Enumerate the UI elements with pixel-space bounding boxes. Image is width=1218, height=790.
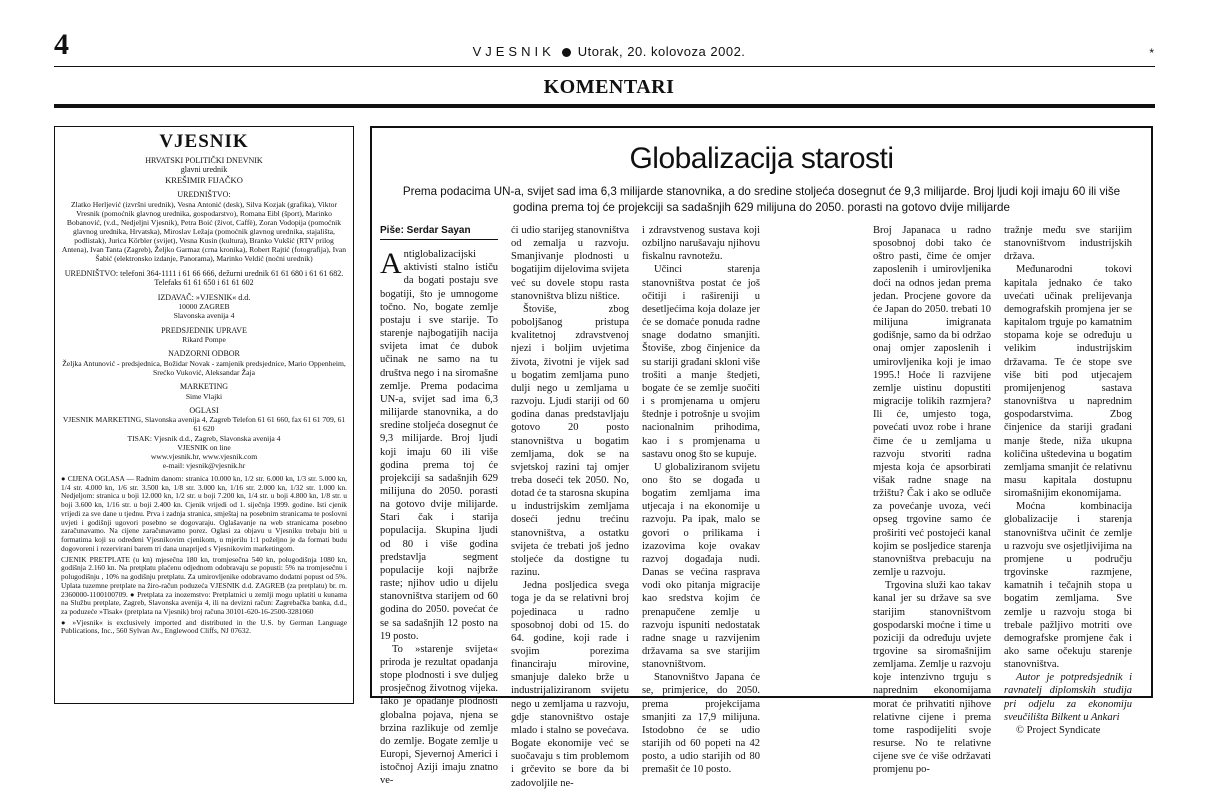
supervisory-head: NADZORNI ODBOR — [168, 349, 240, 359]
editor-name: KREŠIMIR FIJAČKO — [165, 174, 243, 185]
masthead-subtitle: HRVATSKI POLITIČKI DNEVNIK — [145, 155, 263, 165]
supervisory-text: Željka Antunović - predsjednica, Božidar Novak - zamjenik predsjednice, Mario Oppenheim, Srećko Vuković, Aleksandar Žaja — [62, 358, 346, 377]
article-column-5 — [1004, 224, 1132, 737]
marketing-name: Sime Vlajki — [185, 391, 223, 401]
ads-text: VJESNIK MARKETING, Slavonska avenija 4, Zagreb Telefon 61 61 660, fax 61 61 709, 61 61 620 — [62, 415, 346, 434]
article-column-1 — [380, 224, 498, 788]
page-header — [0, 44, 1218, 59]
editors-head: UREDNIŠTVO: — [177, 190, 231, 200]
article-paragraph: To »starenje svijeta« priroda je rezultat opadanja stope plodnosti i sve duljeg prosječnog životnog vijeka. Iako je opadanje plodnosti globalna pojava, njena se brzina razlikuje od zemlje do zemlje. Bogate zemlje u Europi, Sjevernoj Americi i istočnoj Aziji imaju znatno ve- — [380, 643, 498, 787]
byline: Piše: Serdar Sayan — [380, 224, 498, 240]
publisher-city: 10000 ZAGREB — [178, 302, 230, 312]
article-box — [370, 126, 1153, 789]
online-head: VJESNIK on line — [177, 442, 231, 452]
board-head: PREDSJEDNIK UPRAVE — [161, 325, 247, 335]
article-paragraph: i zdravstvenog sustava koji ozbiljno narušavaju njihovu fiskalnu ravnotežu. — [642, 225, 760, 263]
issue-date: Utorak, 20. kolovoza 2002. — [577, 44, 746, 59]
article-paragraph: Štoviše, zbog poboljšanog pristupa kvalitetnoj zdravstvenoj njezi i boljim uvjetima života, životni je vijek sad u bogatim zemljama puno dulji nego u zemljama u razvoju. Ljudi stariji od 60 godina danas predstavljaju gotovo 20 posto stanovništva u bogatim zemljama, dok se na svjetskoj razini taj omjer treba doseći tek 2050. No, dotad će ta starosna skupina u industrijskim zemljama doseći jednu trećinu stanovništva, a ostatku svijeta će trebati još jedno stoljeće da dostigne tu razinu. — [511, 303, 629, 579]
paragraph-text: ntiglobalizacijski aktivisti stalno ističu da bogati postaju sve bogatiji, što je umnogome točno. No, bogate zemlje postaju i sve starije. To starenje najbogatijih nacija svijeta imat će dubok učinak ne samo na tu društva nego i na siromašne zemlje. Prema podacima UN-a, svijet sad ima 6,3 milijarde stanovnika, a do sredine stoljeća dosegnut će 9,3 milijarde. Broj ljudi koji imaju 60 ili više godina prema toj će projekciji sa sadašnjih 629 milijuna do 2050. porasti na gotovo dvije milijarde. Stari čak i starija populacija. Skupina ljudi od 80 i više godina predstavlja segment populacije koji najbrže raste; njihov udio u dijelu stanovništva starijem od 60 godina do 2050. povećat će se sa sadašnjih 12 posto na 19 posto. — [380, 249, 498, 642]
article-column-3 — [642, 224, 760, 777]
bullet-icon — [562, 48, 571, 57]
article-paragraph: Trgovina služi kao takav kanal jer su države sa sve starijim stanovništvom gospodarski moćne i time u poziciji da određuju uvjete trgovine sa siromašnijim zemljama. Zemlje u razvoju koje intenzivno trguju s naprednim ekonomijama morat će prihvatiti njihove relativne cijene i prema tome raspodijeliti svoje resurse. No te relativne cijene sve će više održavati promjenu po- — [873, 580, 991, 776]
article-paragraph — [380, 248, 498, 643]
article-paragraph: U globaliziranom svijetu ono što se događa u bogatim zemljama ima utjecaja i na ekonomije u razvoju. Pa ipak, malo se govori o prilikama i izazovima koje ovakav razvoj događaja nudi. Danas se većina rasprava vodi oko pitanja migracije kao sredstva kojim će prenapučene zemlje u razvoju ispuniti nedostatak radne snage u razvijenim državama sa sve starijim stanovništvom. — [642, 461, 760, 671]
article-paragraph: ći udio starijeg stanovništva od zemalja u razvoju. Smanjivanje plodnosti u bogatijim dijelovima svijeta već su dovele stopu rasta stanovništva blizu ništice. — [511, 225, 629, 302]
ad-price-text: ● CIJENA OGLASA — Radnim danom: stranica 10.000 kn, 1/2 str. 6.000 kn, 1/3 str. 5.000 kn, 1/4 str. 4.000 kn, 1/6 str. 3.500 kn, 1/8 str. 3.000 kn, 1/16 str. 2.000 kn, 1/32 str. 1.000 kn. Nedjeljom: stranica u boji 12.000 kn, 1/2 str. u boji 7.200 kn, 1/4 str. u boji 4.800 kn, 1/8 str. u boji 3.600 kn, 1/16 str. u boji 2.400 kn. Cjenik vrijedi od 1. siječnja 1999. godine. Isti cjenik vrijedi za sve dane u tjednu. Prva i zadnja stranica, smještaj na posebnim stranicama te poslovni uvjeti i godišnji ugovori posebno se dogovaraju. Oglašavanje na web stranicama posebno zaračunavamo. Na cijene zaračunavamo porez. Oglasi za objavu u Vjesniku trebaju biti u formatima koji su određeni Vjesnikovim cjenikom, u mjerilu 1:1 poželjno je da formati budu dogovoreni i rezervirani barem tri dana unaprijed s Vjesnikovim marketingom. — [61, 474, 347, 553]
distribution-text: ● »Vjesnik« is exclusively imported and distributed in the U.S. by German Language Publications, Inc., 560 Sylvan Av., Englewood Cliffs, NJ 07632. — [61, 617, 347, 636]
author-note: Autor je potpredsjednik i ravnatelj diplomskih studija pri odjelu za ekonomiju sveučilišta Bilkent u Ankari — [1004, 672, 1132, 723]
article-paragraph: Stanovništvo Japana će se, primjerice, do 2050. prema projekcijama smanjiti za 17,9 milijuna. Istodobno će se udio starijih od 60 popeti na 42 posto, a udio starijih od 80 premašit će 10 posto. — [642, 672, 760, 776]
article-paragraph: tražnje među sve starijim stanovništvom industrijskih država. — [1004, 225, 1132, 263]
publisher-address: Slavonska avenija 4 — [173, 311, 235, 321]
article-column-4 — [873, 224, 991, 777]
article-paragraph: Međunarodni tokovi kapitala jednako će tako uvećati učinak prelijevanja demografskih promjena jer se kapitalom trguje po kamatnim stopama koje se određuju u velikim industrijskim državama. Te će stope sve više biti pod utjecajem promijenjenog sastava stanovništva u naprednim gospodarstvima. Zbog činjenice da stariji građani manje štede, niža ukupna količina uštedevina u bogatim zemljama smanjit će relativnu masu kapitala dostupnu siromašnijim ekonomijama. — [1004, 264, 1132, 500]
article-lead: Prema podacima UN-a, svijet sad ima 6,3 milijarde stanovnika, a do sredine stoljeća dosegnut će 9,3 milijarde. Broj ljudi koji imaju 60 ili više godina prema toj će projekciji sa sadašnjih 629 milijuna do 2050. porasti na gotovo dvije milijarde — [402, 185, 1121, 215]
article-paragraph: Moćna kombinacija globalizacije i starenja stanovništva učinit će zemlje u razvoju sve osjetljivijima na promjene u području trgovinske razmjene, kamatnih i tečajnih stopa u bogatim zemljama. Sve zemlje u razvoju stoga bi trebale pažljivo motriti ove demografske promjene čak i ako same očekuju starenje stanovništva. — [1004, 501, 1132, 671]
print-text: TISAK: Vjesnik d.d., Zagreb, Slavonska avenija 4 — [127, 433, 281, 443]
online-mail: e-mail: vjesnik@vjesnik.hr — [162, 460, 246, 470]
drop-cap: A — [380, 247, 402, 281]
subscription-text: CJENIK PRETPLATE (u kn) mjesečna 180 kn, tromjesečna 540 kn, polugodišnja 1080 kn, godišnja 2.160 kn. Na pretplatu plaćenu odjednom odobravaju se popusti: 5% na tromjesečnu i polugodišnju , 10% na godišnju pretplatu. Za umirovljenike odobravamo dodatni popust od 5%. Uplata tuzemne pretplate na žiro-račun poduzeća VJESNIK d.d. ZAGREB (za pretplatu) br. rn. 2360000-1100100709. ● Pretplata za inozemstvo: Pretplatnici u zemlji mogu uplatiti u kunama na Službu pretplate, Zagreb, Slavonska avenija 4, ili na devizni račun: Zagrebačka banka, d.d., za poduzeće »Tisak« (pretplata na Vjesnik) broj računa 30101-620-16-2500-3281060 — [61, 554, 347, 617]
section-rule — [54, 104, 1155, 108]
header-rule — [54, 66, 1155, 67]
masthead-name: VJESNIK — [159, 131, 249, 152]
article-paragraph: Učinci starenja stanovništva postat će još očitiji i rašireniji u desetljećima koja dolaze jer će se domaće ponuda radne snage dodatno smanjiti. Štoviše, zbog činjenice da su stariji građani skloni više trošiti a manje štedjeti, bogate će se zemlje suočiti i s promjenama u omjeru štednje i potrošnje u svojim nacionalnim prihodima, kao i s promjenama u sastavu onog što se kupuje. — [642, 264, 760, 460]
masthead-box — [54, 126, 354, 704]
publisher-head: IZDAVAČ: »VJESNIK« d.d. — [157, 292, 251, 302]
paper-name: VJESNIK — [472, 44, 555, 59]
editors-text: Zlatko Herljević (izvršni urednik), Vesna Antonić (desk), Silva Kozjak (grafika), Viktor Vresnik (pomoćnik glavnog urednika, gospodarstvo), Romana Eibl (šport), Marinko Bobanović, (v.d., Nedjeljni Vjesnik), Petra Boić (život, Caffè), Zoran Vodopija (pomoćnik glavnog urednika, Hrvatska), Miroslav Ležaja (pomoćnik glavnog urednika, stajališta, podlistak), Jurica Körbler (svijet), Vesna Kusin (kultura), Branko Vukšić (RTV prilog Antena), Ivan Tanta (Zagreb), Željko Garmaz (crna kronika), Robert Rajtić (fotografija), Ivan Šabić (elektronsko izdanje, Panorama), Marinko Veldić (noćni urednik) — [61, 199, 347, 264]
copyright: © Project Syndicate — [1016, 724, 1101, 736]
section-title: KOMENTARI — [543, 76, 675, 98]
online-web: www.vjesnik.hr, www.vjesnik.com — [150, 451, 258, 461]
phones-text: UREDNIŠTVO: telefoni 364-1111 i 61 66 666, dežurni urednik 61 61 680 i 61 61 682. Telefaks 61 61 650 i 61 61 602 — [64, 268, 344, 288]
page-number: 4 — [54, 28, 69, 61]
marketing-head: MARKETING — [180, 382, 228, 392]
article-column-2 — [511, 224, 629, 790]
ads-head: OGLASI — [189, 405, 219, 415]
board-name: Rikard Pompe — [182, 335, 226, 345]
editor-title: glavni urednik — [180, 165, 228, 175]
article-title: Globalizacija starosti — [629, 142, 894, 175]
article-paragraph: Jedna posljedica svega toga je da se relativni broj pojedinaca u radno sposobnoj dobi od 15. do 64. godine, koji rade i svojim porezima financiraju mirovine, smanjuje daleko brže u industrijaliziranom svijetu nego u zemljama u razvoju, gdje stanovništvo ostaje mlado i stalno se povećava. Bogate ekonomije već se suočavaju s tim problemom i grčevito se bore da bi zadovoljile ne- — [511, 580, 629, 789]
article-paragraph: Broj Japanaca u radno sposobnoj dobi tako će oštro pasti, čime će omjer zaposlenih i umirovljenika doći na odnos jedan prema jedan. Procjene govore da će Japan do 2050. trebati 10 milijuna imigranata godišnje, samo da bi održao onaj omjer zaposlenih i umirovljenika koji je imao 1995.! Hoće li razvijene zemlje uistinu dopustiti migracije tolikih razmjera? Ili će, umjesto toga, povećati uvoz robe i hrane čime će u zemljama u razvoju stvoriti radna mjesta koja će apsorbirati višak radne snage na tržištu? Čak i ako se odluče za povećanje uvoza, veći opseg trgovine samo će proširiti već postojeći kanal kojim se posljedice starenja stanovništva prebacuju na zemlje u razvoju. — [873, 225, 991, 579]
star-mark: * — [1149, 46, 1154, 60]
